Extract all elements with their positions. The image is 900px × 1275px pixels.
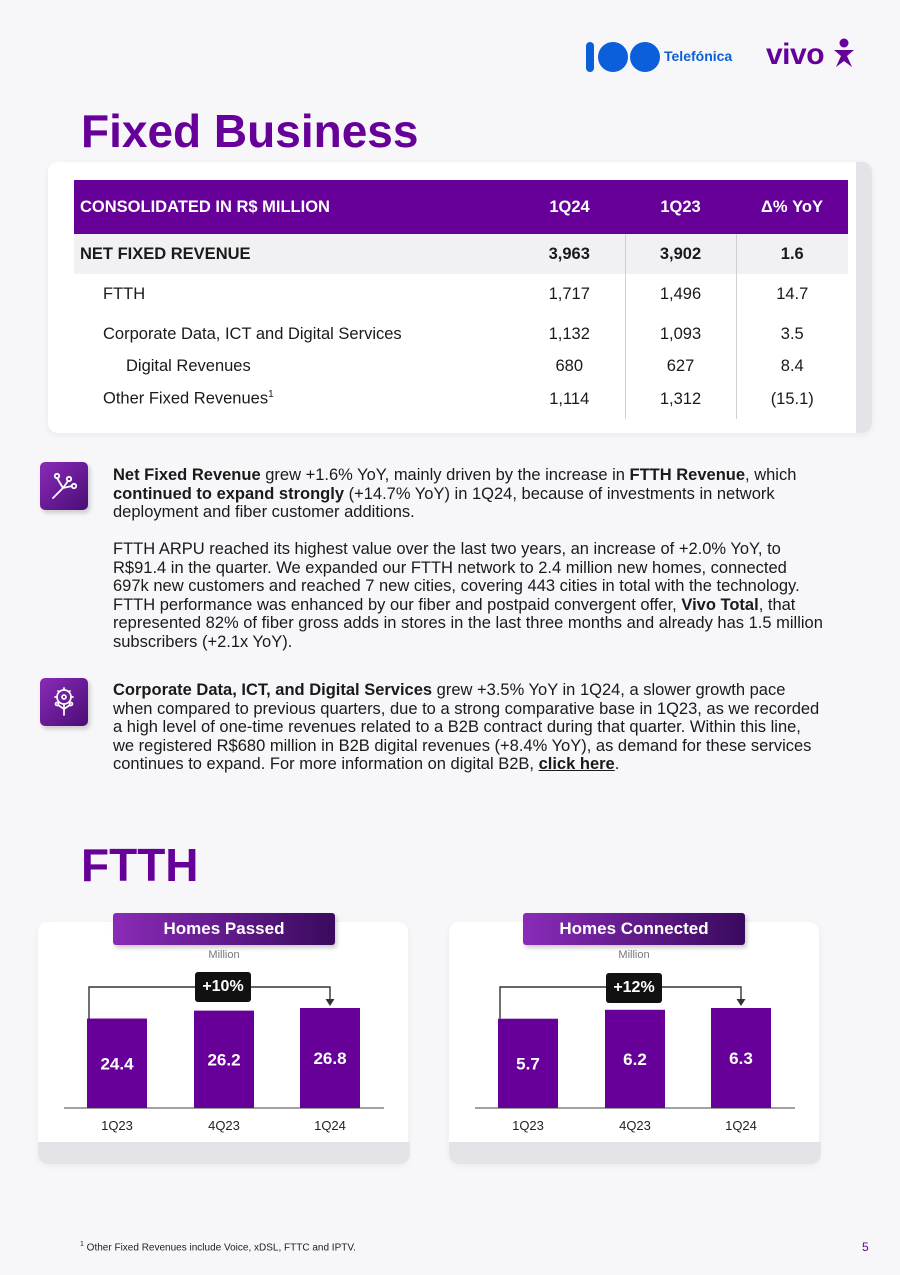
text: FTTH ARPU reached its highest value over the last two years, an increase of +2.0% YoY, to R$91.4 in the quarter. We expanded our FTTH network to 2.4 million new homes, connected 697k new customers and reached 7 new cities, covering 443 cities in total with the technology. FTTH performance was enhanced by our fiber and postpaid convergent offer, [113, 540, 800, 614]
text-bold: FTTH Revenue [629, 466, 746, 484]
bar-value-label: 6.2 [623, 1049, 647, 1069]
footnote-text: Other Fixed Revenues include Voice, xDSL, FTTC and IPTV. [83, 1242, 356, 1254]
table-cell: 1,114 [514, 379, 625, 419]
table-row [74, 354, 848, 379]
telefonica-logo-text: Telefónica [664, 48, 733, 64]
click-here-link[interactable]: click here [538, 755, 615, 774]
telefonica-logo-mark [586, 42, 594, 72]
page-number: 5 [862, 1240, 869, 1254]
table-row [74, 379, 848, 419]
table-cell: 3,963 [514, 234, 625, 274]
bar-value-label: 26.8 [313, 1049, 347, 1068]
growth-arrowhead [326, 999, 335, 1006]
table-cell: 1,132 [514, 314, 625, 354]
table-row [74, 274, 848, 314]
category-tick-label: 1Q23 [101, 1118, 133, 1133]
text: grew +3.5% YoY in 1Q24, a slower growth pace when compared to previous quarters, due to a strong comparative base in 1Q23, as we recorded a high level of one-time revenues related to a B2B contract during that quarter. Within this line, we registered R$680 million in B2B digital revenues (+8.4% YoY), as demand for these services continues to expand. For more information on digital B2B, [113, 681, 820, 774]
table-cell-label: Digital Revenues [126, 357, 251, 375]
vivo-logo-text: vivo [766, 38, 825, 71]
homes-connected-unit: Million [618, 949, 650, 961]
text-bold: Corporate Data, ICT, and Digital Services [113, 681, 433, 699]
table-cell: 1,093 [625, 314, 736, 354]
bar-value-label: 24.4 [100, 1054, 134, 1074]
text: (+14.7% YoY) in 1Q24, because of investments in network deployment and fiber customer additions. [113, 484, 775, 522]
homes-passed-card-footer [38, 1142, 410, 1164]
table-header-cell: 1Q23 [625, 180, 736, 234]
homes-passed-unit: Million [208, 949, 240, 961]
homes-passed-growth-badge: +10% [195, 972, 251, 1002]
table-card-shadow [856, 162, 872, 433]
telefonica-logo-circle [630, 42, 660, 72]
table-header-row [74, 180, 848, 234]
category-tick-label: 4Q23 [619, 1118, 651, 1133]
table-cell-label: NET FIXED REVENUE [74, 234, 514, 274]
table-cell: 1,717 [514, 274, 625, 314]
vivo-figure-icon [832, 38, 856, 68]
table-cell-label: FTTH [103, 284, 146, 303]
telefonica-logo-circle [598, 42, 628, 72]
growth-arrowhead [737, 999, 746, 1006]
footnote-number: 1 [80, 1241, 84, 1248]
table-cell: 14.7 [776, 284, 809, 303]
paragraph-ftth-arpu [113, 540, 825, 652]
footnote-marker: 1 [268, 389, 274, 401]
table-row [74, 314, 848, 354]
category-tick-label: 1Q24 [314, 1118, 346, 1133]
homes-passed-title: Homes Passed [113, 913, 335, 945]
table-cell: 1.6 [736, 234, 848, 274]
homes-connected-growth-badge: +12% [606, 973, 662, 1003]
table-row [74, 234, 848, 274]
table-cell: 1,496 [625, 274, 736, 314]
table-cell: 627 [625, 354, 736, 379]
table-cell: 3,902 [625, 234, 736, 274]
row-label-text: Other Fixed Revenues [103, 389, 269, 408]
vivo-logo [766, 38, 856, 72]
homes-connected-card-footer [449, 1142, 821, 1164]
table-header-cell: 1Q24 [514, 180, 625, 234]
homes-connected-title: Homes Connected [523, 913, 745, 945]
category-tick-label: 1Q24 [725, 1118, 757, 1133]
section-title-ftth: FTTH [81, 839, 199, 891]
table-cell: 680 [514, 354, 625, 379]
text: , which [745, 466, 797, 484]
category-tick-label: 4Q23 [208, 1118, 240, 1133]
telefonica-logo [586, 40, 746, 76]
table-cell: 1,312 [625, 379, 736, 419]
table-cell: 8.4 [780, 357, 804, 375]
digital-services-icon [40, 678, 88, 726]
table-cell-label: Corporate Data, ICT and Digital Services [103, 324, 402, 343]
table-header-cell: CONSOLIDATED IN R$ MILLION [74, 180, 514, 234]
text-bold: continued to expand strongly [113, 484, 345, 503]
text: grew +1.6% YoY, mainly driven by the increase in [260, 466, 630, 484]
bar-value-label: 6.3 [729, 1049, 753, 1068]
table-header-cell: Δ% YoY [736, 180, 848, 234]
table-cell: 3.5 [780, 324, 804, 343]
bar-value-label: 5.7 [516, 1054, 540, 1074]
text: . [614, 755, 620, 774]
text-bold: Vivo Total [681, 595, 759, 614]
paragraph-corporate-data [113, 681, 825, 774]
fiber-network-icon [40, 462, 88, 510]
paragraph-net-fixed-revenue [113, 466, 825, 522]
fixed-revenue-table [74, 180, 848, 419]
bar-value-label: 26.2 [207, 1050, 241, 1070]
section-title-fixed-business: Fixed Business [81, 105, 419, 157]
category-tick-label: 1Q23 [512, 1118, 544, 1133]
table-cell: (15.1) [770, 389, 814, 408]
text-bold: Net Fixed Revenue [113, 466, 261, 484]
text: , that represented 82% of fiber gross adds in stores in the last three months and already has 1.5 million subscribers (+2.1x YoY). [113, 595, 823, 651]
footnote [80, 1241, 356, 1253]
table-cell-label [74, 379, 514, 419]
